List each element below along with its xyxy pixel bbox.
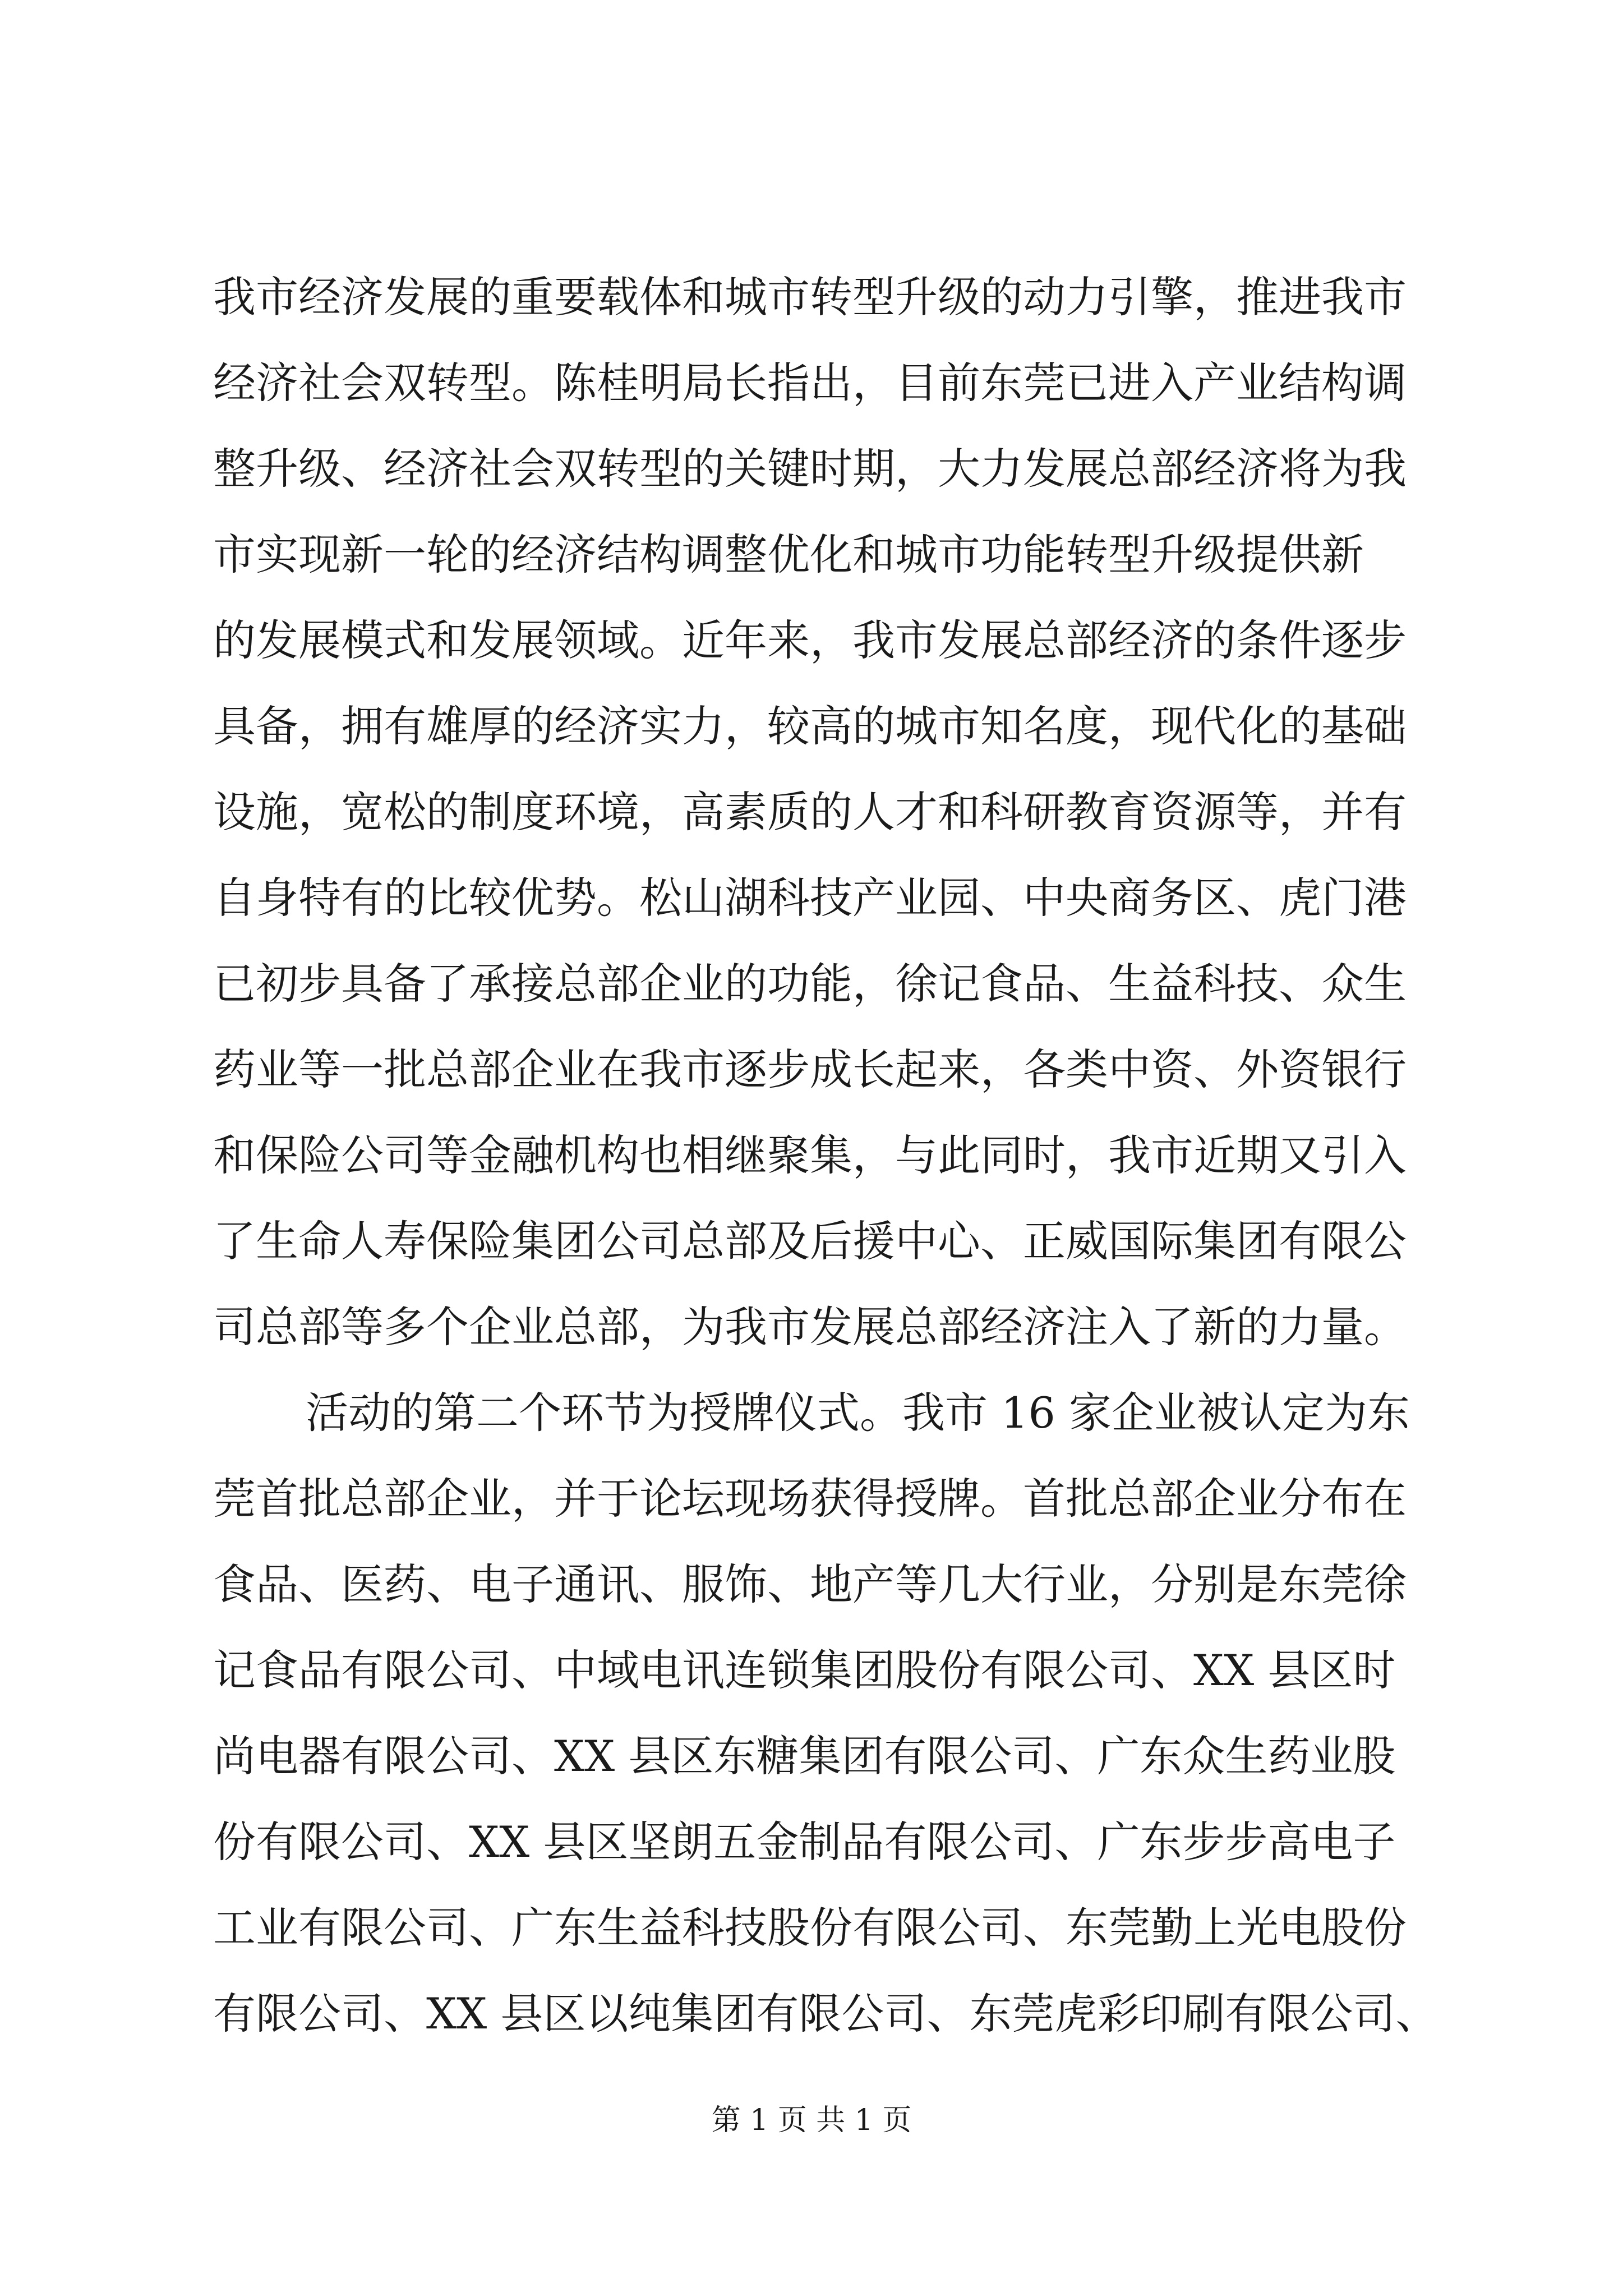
paragraph-line: 自身特有的比较优势。松山湖科技产业园、中央商务区、虎门港 [213, 873, 1407, 923]
paragraph-line: 活动的第二个环节为授牌仪式。我市 16 家企业被认定为东 [306, 1388, 1410, 1438]
page-footer: 第 1 页 共 1 页 [711, 2104, 912, 2137]
paragraph-line: 和保险公司等金融机构也相继聚集，与此同时，我市近期又引入 [213, 1130, 1407, 1180]
paragraph-line: 了生命人寿保险集团公司总部及后援中心、正威国际集团有限公 [213, 1216, 1407, 1266]
paragraph-line: 莞首批总部企业，并于论坛现场获得授牌。首批总部企业分布在 [213, 1474, 1407, 1524]
paragraph-line: 整升级、经济社会双转型的关键时期，大力发展总部经济将为我 [213, 444, 1407, 494]
paragraph-line: 已初步具备了承接总部企业的功能，徐记食品、生益科技、众生 [213, 959, 1407, 1009]
paragraph-line: 的发展模式和发展领域。近年来，我市发展总部经济的条件逐步 [213, 615, 1407, 665]
paragraph-line: 具备，拥有雄厚的经济实力，较高的城市知名度，现代化的基础 [213, 701, 1407, 751]
paragraph-line: 份有限公司、XX 县区坚朗五金制品有限公司、广东步步高电子 [213, 1817, 1396, 1867]
paragraph-line: 工业有限公司、广东生益科技股份有限公司、东莞勤上光电股份 [213, 1903, 1407, 1953]
paragraph-line: 我市经济发展的重要载体和城市转型升级的动力引擎，推进我市 [213, 272, 1407, 322]
paragraph-line: 有限公司、XX 县区以纯集团有限公司、东莞虎彩印刷有限公司、 [213, 1989, 1438, 2039]
paragraph-line: 司总部等多个企业总部，为我市发展总部经济注入了新的力量。 [213, 1302, 1407, 1352]
paragraph-line: 设施，宽松的制度环境，高素质的人才和科研教育资源等，并有 [213, 787, 1407, 837]
paragraph-line: 记食品有限公司、中域电讯连锁集团股份有限公司、XX 县区时 [213, 1645, 1396, 1695]
paragraph-line: 经济社会双转型。陈桂明局长指出，目前东莞已进入产业结构调 [213, 358, 1407, 408]
paragraph-line: 食品、医药、电子通讯、服饰、地产等几大行业，分别是东莞徐 [213, 1559, 1407, 1609]
paragraph-line: 尚电器有限公司、XX 县区东糖集团有限公司、广东众生药业股 [213, 1731, 1396, 1781]
paragraph-line: 药业等一批总部企业在我市逐步成长起来，各类中资、外资银行 [213, 1045, 1407, 1094]
paragraph-line: 市实现新一轮的经济结构调整优化和城市功能转型升级提供新 [213, 530, 1364, 579]
